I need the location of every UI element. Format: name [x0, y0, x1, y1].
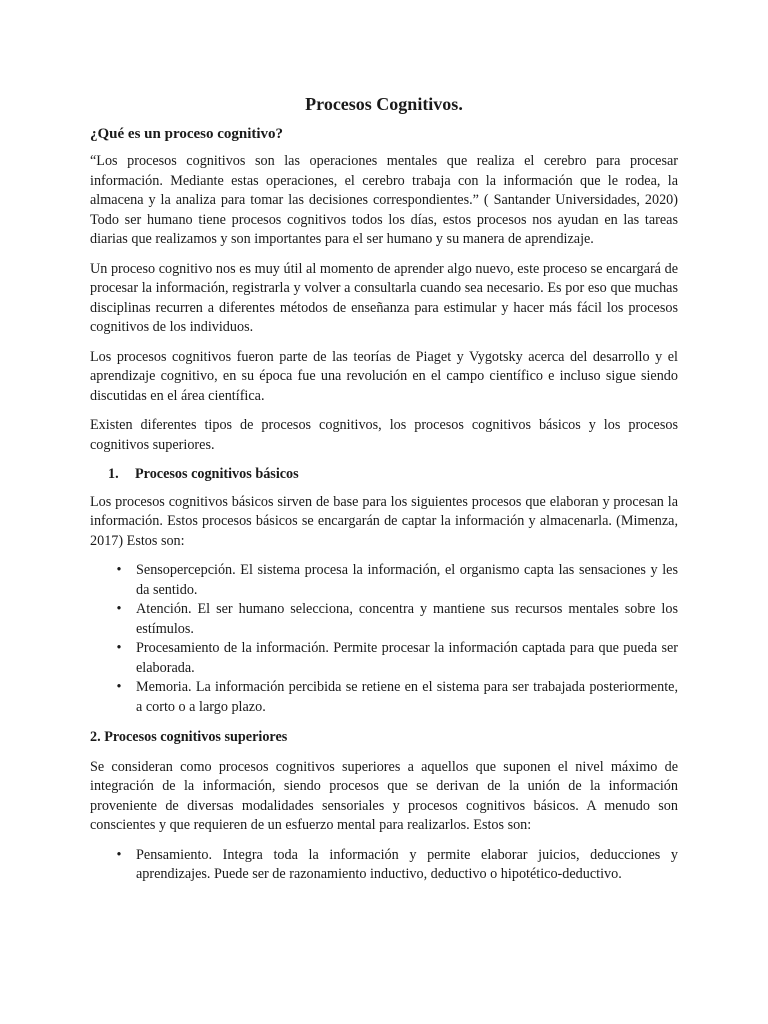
- section1-number: 1.: [108, 466, 119, 482]
- paragraph: Existen diferentes tipos de procesos cognitivos, los procesos cognitivos básicos y los procesos cognitivos superiores.: [90, 417, 678, 453]
- list-item: [90, 639, 678, 678]
- document-title: Procesos Cognitivos.: [305, 94, 463, 114]
- bullet-icon: •: [116, 640, 122, 656]
- list-item: [90, 678, 678, 717]
- paragraph: “Los procesos cognitivos son las operaciones mentales que realiza el cerebro para procesar información. Mediante estas operaciones, el cerebro trabaja con la información que le rodea, la almacena y la analiza para tomar las decisiones correspondientes.” ( Santander Universidades, 2020) Todo ser humano tiene procesos cognitivos todos los días, estos procesos nos ayudan en las tareas diarias que realizamos y son importantes para el ser humano y su manera de aprendizaje.: [90, 153, 678, 247]
- section1-intro: Los procesos cognitivos básicos sirven de base para los siguientes procesos que elaboran y procesan la información. Estos procesos básicos se encargarán de captar la información y almacenarla. (Mimenza, 2017) Estos son:: [90, 493, 678, 549]
- bullet-icon: •: [116, 601, 122, 617]
- bullet-icon: •: [116, 562, 122, 578]
- list-item-text: Procesamiento de la información. Permite procesar la información captada para que pueda ser elaborada.: [136, 640, 678, 676]
- list-item: [90, 846, 678, 885]
- section2-bullet-list: [90, 846, 678, 885]
- bullet-icon: •: [116, 846, 122, 863]
- document-content: [90, 92, 678, 896]
- question-heading: ¿Qué es un proceso cognitivo?: [90, 126, 284, 142]
- paragraph: Un proceso cognitivo nos es muy útil al momento de aprender algo nuevo, este proceso se encargará de procesar la información, registrarla y volver a consultarla cuando sea necesario. Es por eso que muchas disciplinas recurren a diferentes métodos de enseñanza para estimular y hacer más fácil los procesos cognitivos de los individuos.: [90, 260, 678, 335]
- section1-heading: [90, 465, 678, 485]
- list-item: [90, 600, 678, 639]
- section1-heading-text: Procesos cognitivos básicos: [135, 466, 299, 482]
- list-item: [90, 561, 678, 600]
- list-item-text: Pensamiento. Integra toda la información y permite elaborar juicios, deducciones y aprendizajes. Puede ser de razonamiento inductivo, deductivo o hipotético-deductivo.: [136, 846, 678, 882]
- bullet-icon: •: [116, 679, 122, 695]
- list-item-text: Memoria. La información percibida se retiene en el sistema para ser trabajada posteriormente, a corto o a largo plazo.: [136, 679, 678, 715]
- section1-bullet-list: [90, 561, 678, 717]
- paragraph: Los procesos cognitivos fueron parte de las teorías de Piaget y Vygotsky acerca del desarrollo y el aprendizaje cognitivo, en su época fue una revolución en el campo científico e incluso sigue siendo discutidas en el área científica.: [90, 348, 678, 404]
- section2-heading: 2. Procesos cognitivos superiores: [90, 729, 288, 745]
- list-item-text: Sensopercepción. El sistema procesa la información, el organismo capta las sensaciones y les da sentido.: [136, 562, 678, 598]
- list-item-text: Atención. El ser humano selecciona, concentra y mantiene sus recursos mentales sobre los estímulos.: [136, 601, 678, 637]
- section2-intro: Se consideran como procesos cognitivos superiores a aquellos que suponen el nivel máximo de integración de la información, siendo procesos que se derivan de la unión de la información proveniente de diversas modalidades sensoriales y procesos cognitivos básicos. A menudo son conscientes y que requieren de un esfuerzo mental para realizarlos. Estos son:: [90, 758, 678, 833]
